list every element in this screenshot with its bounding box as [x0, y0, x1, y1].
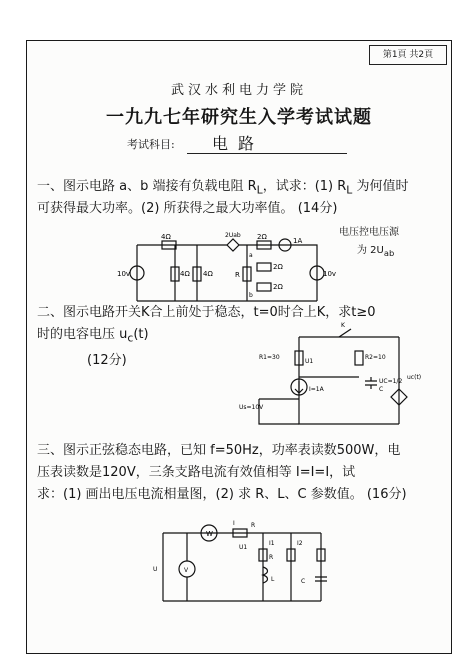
c3-label-1: I [233, 520, 235, 527]
p2-points: (12分) [87, 353, 127, 368]
problem-3-line-2 [37, 463, 355, 483]
p3-text-e: ，试 [329, 465, 356, 480]
p1-side-note-1: 电压控电压源 [339, 227, 399, 238]
problem-1-line-2 [37, 199, 337, 219]
c2-label-2: U1 [305, 358, 314, 365]
p2-text-b: 时的电容电压 u [37, 327, 128, 342]
c1-label-2: 4Ω [180, 270, 190, 278]
problem-2-line-1: 二、图示电路开关K合上前处于稳态，t=0时合上K，求t≥0 [37, 305, 376, 320]
c3-label-9: V [184, 567, 189, 574]
c1-label-9: 2Ω [273, 283, 283, 291]
c2-label-1: R1=30 [259, 354, 280, 361]
circuit-1-diagram [117, 233, 337, 313]
c2-label-7: Us=10V [239, 404, 264, 411]
p3-text-c: =I [299, 465, 315, 480]
c2-label-0: K [341, 322, 345, 329]
p3-points: (16分) [366, 487, 407, 502]
p3-text-d: =I [314, 465, 330, 480]
p1-sub-a: L [256, 183, 263, 197]
subject-value: 电路 [212, 134, 265, 153]
c2-label-5: UC=1/2 [379, 378, 403, 385]
c1-label-10: 10v [323, 270, 337, 278]
p2-text-c: (t) [133, 327, 149, 342]
exam-title: 一九九七年研究生入学考试试题 [106, 107, 372, 128]
circuit-3-diagram [153, 519, 333, 609]
c1-label-7: 2Ω [273, 263, 283, 271]
c2-label-3: R2=10 [365, 354, 386, 361]
c3-label-0: W [206, 530, 213, 538]
p1-side-note-2-sub: ab [383, 248, 395, 258]
page-number-box: 第1頁 共2頁 [369, 45, 447, 65]
c3-label-7: L [271, 576, 275, 583]
problem-3-line-3 [37, 485, 407, 505]
c3-label-3: U1 [239, 544, 248, 551]
circuit-2-diagram [239, 322, 429, 429]
c3-label-6: R [269, 554, 274, 561]
p3-text-b: 压表读数是120V，三条支路电流有效值相等 I [37, 465, 300, 480]
c3-label-5: I2 [297, 540, 303, 547]
problem-2-line-2 [37, 325, 149, 349]
exam-sheet [26, 40, 452, 654]
subject-label: 考试科目: [127, 138, 175, 151]
c2-label-6: C [379, 386, 384, 393]
p1-side-note-2 [357, 241, 394, 258]
p1-side-note-2-text: 为 2U [357, 245, 384, 256]
c1-label-1: 4Ω [161, 233, 171, 241]
c1-label-6: 1A [293, 237, 303, 245]
c3-label-2: R [251, 522, 256, 529]
c3-label-10: U [153, 566, 158, 573]
p1-points: (14分) [297, 201, 338, 216]
c2-label-8: uc(t) [407, 374, 422, 381]
p1-text-d: 可获得最大功率。(2) 所获得之最大功率值。 [37, 201, 294, 216]
c1-label-3: 4Ω [203, 270, 213, 278]
c1-label-5: 2Ω [257, 233, 267, 241]
c2-label-4: I=1A [309, 386, 324, 393]
p1-text-c: 为何值时 [352, 179, 409, 194]
c1-label-12: b [249, 292, 253, 299]
problem-1-line-1 [37, 177, 408, 201]
university-name: 武汉水利电力学院 [170, 83, 307, 98]
c1-label-11: a [249, 252, 253, 259]
problem-3-line-1: 三、图示正弦稳态电路，已知 f=50Hz，功率表读数500W，电 [37, 443, 401, 458]
c3-label-8: C [301, 578, 306, 585]
c1-label-8: R [235, 271, 240, 279]
p1-text-b: ，试求：(1) R [262, 179, 347, 194]
c1-label-0: 10v [117, 270, 131, 278]
subject-underline [187, 153, 347, 154]
p1-text-a: 一、图示电路 a、b 端接有负载电阻 R [37, 179, 257, 194]
p2-sub: c [127, 331, 134, 345]
p1-sub-b: L [346, 183, 353, 197]
p3-text-f: 求：(1) 画出电压电流相量图，(2) 求 R、L、C 参数值。 [37, 487, 363, 502]
c1-label-4: 2Uab [225, 232, 241, 239]
c3-label-4: I1 [269, 540, 275, 547]
